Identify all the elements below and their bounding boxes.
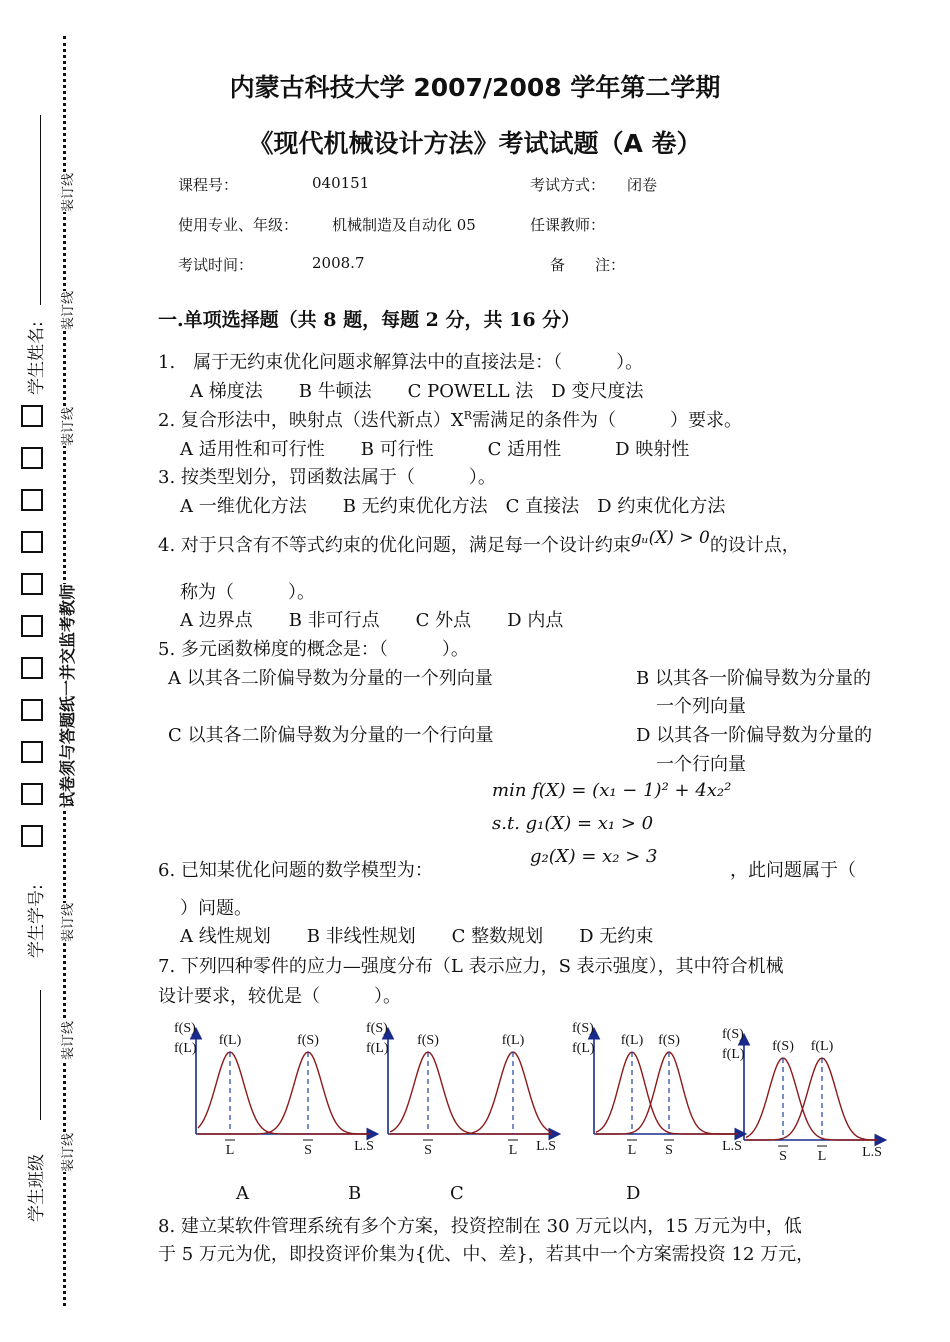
q7-label-b: B	[348, 1183, 362, 1204]
q5-option-a: A 以其各二阶偏导数为分量的一个列向量	[168, 668, 493, 689]
fig-d-ylabel-1: f(S)	[722, 1027, 744, 1042]
fig-c-peak-label-2: f(S)	[658, 1033, 680, 1048]
q4-stem-c: 称为（ ）。	[180, 582, 315, 603]
exam-notice: 试卷须与答题纸一并交监考教师	[55, 584, 78, 808]
binding-label-2: 装订线	[57, 291, 76, 330]
id-box-3	[21, 489, 43, 511]
q7-stem-line1: 7. 下列四种零件的应力—强度分布（L 表示应力，S 表示强度），其中符合机械	[158, 956, 784, 977]
id-box-8	[21, 699, 43, 721]
exam-time-label: 考试时间：	[178, 256, 254, 274]
q7-label-d: D	[626, 1183, 641, 1204]
q2-options: A 适用性和可行性 B 可行性 C 适用性 D 映射性	[180, 439, 690, 460]
q5-option-d: D 以其各一阶偏导数为分量的	[636, 725, 873, 746]
q4-options: A 边界点 B 非可行点 C 外点 D 内点	[180, 610, 564, 631]
q2-superscript: R	[463, 409, 473, 422]
q8-line1: 8. 建立某软件管理系统有多个方案，投资控制在 30 万元以内，15 万元为中，低	[158, 1216, 802, 1237]
major: 机械制造及自动化 05	[332, 216, 476, 234]
fig-a-peak-label-2: f(S)	[297, 1033, 319, 1048]
q7-label-a: A	[236, 1183, 249, 1204]
q5-option-d-cont: 一个行向量	[656, 754, 746, 775]
fig-b-tick-1: S	[424, 1143, 432, 1158]
course-no: 040151	[312, 174, 370, 192]
id-box-6	[21, 615, 43, 637]
fig-b-xlabel: L.S	[536, 1139, 556, 1154]
fig-d-peak-label-2: f(L)	[810, 1039, 834, 1054]
binding-label-6: 装订线	[57, 1133, 76, 1172]
fig-a-curve-2	[198, 1052, 370, 1134]
exam-title-course: 《现代机械设计方法》考试试题（A 卷）	[248, 129, 702, 158]
id-box-4	[21, 531, 43, 553]
fig-b-tick-2: L	[508, 1143, 518, 1158]
q2-stem	[158, 406, 742, 432]
fig-b-curve-1	[390, 1052, 552, 1134]
fig-d-tick-2: L	[817, 1149, 827, 1164]
fig-c-xlabel: L.S	[722, 1139, 742, 1154]
fig-d-ylabel-2: f(L)	[722, 1047, 745, 1062]
q1-stem: 1. 属于无约束优化问题求解算法中的直接法是：（ ）。	[158, 352, 644, 373]
q5-option-b-cont: 一个列向量	[656, 696, 746, 717]
q5-option-c: C 以其各二阶偏导数为分量的一个行向量	[168, 725, 494, 746]
binding-label-4: 装订线	[57, 903, 76, 942]
q6-stem-a: 6. 已知某优化问题的数学模型为：	[158, 860, 433, 881]
q6-constraint-1: s.t. g₁(X) = x₁ > 0	[492, 813, 654, 834]
fig-a-tick-2: S	[304, 1143, 312, 1158]
teacher-label: 任课教师：	[530, 216, 606, 234]
student-class-label: 学生班级	[27, 1154, 47, 1222]
q4-stem-a: 4. 对于只含有不等式约束的优化问题，满足每一个设计约束	[158, 535, 631, 556]
q6-stem-b: ，此问题属于（	[730, 860, 856, 881]
fig-d-curve-1	[746, 1058, 878, 1140]
fig-a-tick-1: L	[225, 1143, 235, 1158]
binding-label-3: 装订线	[57, 407, 76, 446]
remark-label: 备 注：	[550, 256, 626, 274]
q2-stem-b: 需满足的条件为（ ）要求。	[472, 410, 743, 431]
id-box-2	[21, 447, 43, 469]
binding-label-5: 装订线	[57, 1021, 76, 1060]
q7-label-c: C	[450, 1183, 464, 1204]
q7-stem-line2: 设计要求，较优是（ ）。	[158, 986, 401, 1007]
binding-label-1: 装订线	[57, 173, 76, 212]
fig-b-curve-2	[390, 1052, 552, 1134]
id-box-5	[21, 573, 43, 595]
fig-b-peak-label-2: f(L)	[501, 1033, 525, 1048]
q5-option-b: B 以其各一阶偏导数为分量的	[636, 668, 871, 689]
fig-a-peak-label-1: f(L)	[218, 1033, 242, 1048]
fig-b-ylabel-1: f(S)	[366, 1021, 388, 1036]
student-id-label: 学生学号:	[27, 884, 47, 958]
fig-d-xlabel: L.S	[862, 1145, 882, 1160]
q3-options: A 一维优化方法 B 无约束优化方法 C 直接法 D 约束优化方法	[180, 496, 726, 517]
section-heading: 一.单项选择题（共 8 题，每题 2 分，共 16 分）	[158, 309, 581, 331]
q4-constraint-formula: gᵤ(X) > 0	[630, 528, 710, 548]
fig-c-ylabel-1: f(S)	[572, 1021, 594, 1036]
fig-c-peak-label-1: f(L)	[620, 1033, 644, 1048]
fig-c-curve-1	[596, 1052, 738, 1134]
fig-a-xlabel: L.S	[354, 1139, 374, 1154]
q4-stem-b: 的设计点，	[709, 535, 800, 556]
q8-line2: 于 5 万元为优，即投资评价集为{优、中、差}，若其中一个方案需投资 12 万元，	[158, 1244, 815, 1265]
q6-stem-c: ）问题。	[180, 898, 252, 919]
q2-stem-a: 2. 复合形法中，映射点（迭代新点）X	[158, 410, 464, 431]
fig-d-tick-1: S	[779, 1149, 787, 1164]
fig-a-ylabel-1: f(S)	[174, 1021, 196, 1036]
fig-c-tick-2: S	[665, 1143, 673, 1158]
exam-mode-label: 考试方式：	[530, 176, 606, 194]
student-name-label: 学生姓名:	[27, 321, 47, 395]
fig-b-ylabel-2: f(L)	[366, 1041, 389, 1056]
q5-stem: 5. 多元函数梯度的概念是：（ ）。	[158, 639, 469, 660]
exam-title-school-term: 内蒙古科技大学 2007/2008 学年第二学期	[229, 73, 721, 102]
q7-distribution-figures	[0, 1010, 950, 1200]
q6-constraint-2: g₂(X) = x₂ > 3	[530, 846, 658, 867]
id-box-9	[21, 741, 43, 763]
id-box-1	[21, 405, 43, 427]
major-label: 使用专业、年级：	[178, 216, 299, 234]
fig-d-peak-label-1: f(S)	[772, 1039, 794, 1054]
fig-b-peak-label-1: f(S)	[417, 1033, 439, 1048]
q6-objective: min f(X) = (x₁ − 1)² + 4x₂²	[492, 780, 732, 801]
fig-c-tick-1: L	[627, 1143, 637, 1158]
q3-stem: 3. 按类型划分，罚函数法属于（ ）。	[158, 467, 496, 488]
exam-mode: 闭卷	[627, 176, 658, 194]
course-no-label: 课程号：	[178, 176, 239, 194]
q1-options: A 梯度法 B 牛顿法 C POWELL 法 D 变尺度法	[190, 381, 644, 402]
fig-a-ylabel-2: f(L)	[174, 1041, 197, 1056]
id-box-11	[21, 825, 43, 847]
q6-options: A 线性规划 B 非线性规划 C 整数规划 D 无约束	[180, 926, 654, 947]
q4-stem	[158, 528, 800, 557]
id-box-10	[21, 783, 43, 805]
fig-a-curve-1	[198, 1052, 370, 1134]
exam-time: 2008.7	[312, 254, 365, 272]
id-box-7	[21, 657, 43, 679]
fig-c-ylabel-2: f(L)	[572, 1041, 595, 1056]
